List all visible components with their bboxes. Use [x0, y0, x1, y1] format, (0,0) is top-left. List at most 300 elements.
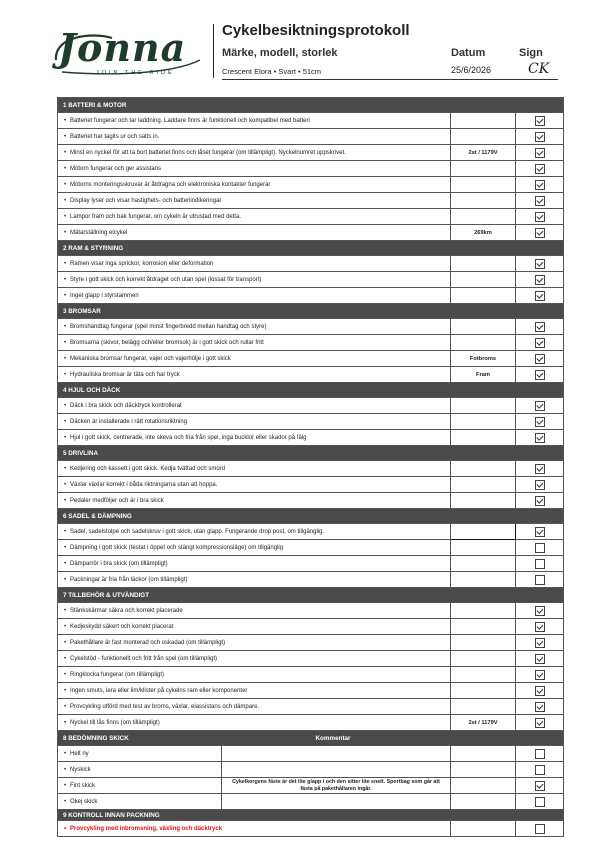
bullet-icon: • [63, 418, 67, 425]
section-title: 8 BEDÖMNING SKICK [63, 734, 129, 742]
item-value[interactable] [451, 288, 516, 304]
comment-text[interactable]: Cykelkorgens fäste är det lite glapp i och den sitter lite snett. Sportbag som går att fästa på pakethållaren ingår. [232, 779, 440, 792]
bullet-icon: • [63, 528, 67, 535]
item-text: Ingen smuts, lera eller lim/klister på cykelns ram eller komponenter [70, 687, 248, 694]
checklist-row [58, 193, 564, 209]
item-value[interactable] [451, 540, 516, 556]
condition-value [451, 746, 516, 762]
section-title: 2 RAM & STYRNING [58, 241, 564, 256]
bullet-icon: • [63, 339, 67, 346]
item-value[interactable] [451, 430, 516, 446]
item-value[interactable] [451, 256, 516, 272]
checkbox[interactable] [535, 496, 545, 506]
check-cell [516, 821, 564, 837]
bullet-icon: • [63, 465, 67, 472]
checkbox[interactable] [535, 212, 545, 222]
checkbox[interactable] [535, 132, 545, 142]
item-cell [58, 603, 451, 619]
item-value[interactable] [451, 603, 516, 619]
item-value[interactable] [451, 683, 516, 699]
checklist-row [58, 524, 564, 540]
check-cell [516, 225, 564, 241]
item-text: Däcken är installerade i rätt rotationsriktning [70, 418, 188, 425]
section-header-row [58, 810, 564, 821]
document-header [0, 0, 595, 92]
item-text: Stänkskärmar säkra och korrekt placerade [70, 607, 183, 614]
bullet-icon: • [63, 576, 67, 583]
bullet-icon: • [63, 276, 67, 283]
item-cell [58, 414, 451, 430]
bullet-icon: • [63, 323, 67, 330]
item-text: Växlar växlar korrekt i båda riktningarna utan att hoppa. [70, 481, 218, 488]
check-cell [516, 256, 564, 272]
section-header-row [58, 588, 564, 603]
item-value[interactable] [451, 699, 516, 715]
item-value[interactable] [451, 272, 516, 288]
checklist-row [58, 603, 564, 619]
checkbox[interactable] [535, 370, 545, 380]
check-cell [516, 461, 564, 477]
condition-value [451, 794, 516, 810]
item-cell [58, 225, 451, 241]
model-label: Märke, modell, storlek [222, 47, 338, 59]
check-cell [516, 619, 564, 635]
checklist-row [58, 256, 564, 272]
section-header-row [58, 731, 564, 746]
item-text: Bromshandtag fungerar (spel minst fingerbredd mellan handtag och styre) [70, 323, 267, 330]
section-header-row [58, 304, 564, 319]
item-cell [58, 129, 451, 145]
check-cell [516, 667, 564, 683]
bullet-icon: • [63, 782, 67, 789]
logo-wordmark: Jonna [58, 25, 187, 70]
item-text: Packningar är fria från läckor (om tillämpligt) [70, 576, 188, 583]
check-cell [516, 351, 564, 367]
bullet-icon: • [63, 798, 67, 805]
item-value[interactable] [451, 619, 516, 635]
item-value[interactable] [451, 177, 516, 193]
item-cell [58, 319, 451, 335]
checklist-row [58, 272, 564, 288]
item-value[interactable] [451, 493, 516, 509]
item-value[interactable] [451, 524, 516, 540]
check-cell [516, 635, 564, 651]
condition-cell [58, 746, 451, 762]
checklist-row [58, 683, 564, 699]
bullet-icon: • [63, 750, 67, 757]
checklist-row [58, 335, 564, 351]
checklist-row [58, 351, 564, 367]
condition-label: Helt ny [70, 750, 89, 757]
section8-header [58, 731, 564, 746]
checkbox[interactable] [535, 480, 545, 490]
item-value[interactable] [451, 651, 516, 667]
item-text: Provcykling med inbromsning, växling och däcktryck [70, 825, 223, 832]
item-value[interactable] [451, 667, 516, 683]
section-title: 7 TILLBEHÖR & UTVÄNDIGT [58, 588, 564, 603]
bullet-icon: • [63, 703, 67, 710]
checkbox[interactable] [535, 654, 545, 664]
checklist-row [58, 288, 564, 304]
section-header-row [58, 98, 564, 113]
item-text: Kedjeskydd säkert och korrekt placerat [70, 623, 174, 630]
item-cell [58, 351, 451, 367]
bullet-icon: • [63, 655, 67, 662]
checklist-row [58, 209, 564, 225]
bullet-icon: • [63, 117, 67, 124]
item-cell [58, 209, 451, 225]
check-cell [516, 430, 564, 446]
item-cell [58, 477, 451, 493]
item-value[interactable] [451, 477, 516, 493]
item-value[interactable] [451, 113, 516, 129]
item-text: Pakethållare är fast monterad och oskadad (om tillämpligt) [70, 639, 226, 646]
item-cell [58, 161, 451, 177]
item-text: Ringklocka fungerar (om tillämpligt) [70, 671, 165, 678]
check-cell [516, 177, 564, 193]
bullet-icon: • [63, 371, 67, 378]
item-value[interactable]: 2st / 1179V [451, 715, 516, 731]
bullet-icon: • [63, 181, 67, 188]
condition-row [58, 778, 564, 794]
page-title: Cykelbesiktningsprotokoll [222, 22, 410, 39]
checkbox[interactable] [535, 765, 545, 775]
checkbox[interactable] [535, 148, 545, 158]
checkbox[interactable] [535, 702, 545, 712]
checklist-row [58, 319, 564, 335]
check-cell [516, 715, 564, 731]
check-cell [516, 129, 564, 145]
item-text: Sadel, sadelstolpe och sadelskruv i gott skick, utan glapp. Fungerande drop post, om tillgänglig. [70, 528, 325, 535]
item-cell [58, 288, 451, 304]
condition-label: Nyskick [70, 766, 91, 773]
item-cell [58, 524, 451, 540]
item-text: Inget glapp i styrstammen [70, 292, 139, 299]
bullet-icon: • [63, 607, 67, 614]
item-text: Motorns monteringsskruvar är åtdragna och elektroniska kontakter fungerar [70, 181, 271, 188]
item-value[interactable]: Fram [451, 367, 516, 383]
check-cell [516, 477, 564, 493]
item-text: Batteriet fungerar och tar laddning. Laddare finns är funktionell och kompatibel med batteri [70, 117, 310, 124]
bullet-icon: • [63, 623, 67, 630]
item-cell [58, 556, 451, 572]
check-cell [516, 556, 564, 572]
item-text: Hydrauliska bromsar är täta och har tryck [70, 371, 180, 378]
bullet-icon: • [63, 434, 67, 441]
item-text: Kedjering och kassett i gott skick. Kedja tvättad och smord [70, 465, 226, 472]
checklist-row [58, 113, 564, 129]
bullet-icon: • [63, 133, 67, 140]
check-cell [516, 209, 564, 225]
checkbox[interactable] [535, 749, 545, 759]
item-value[interactable]: 2st / 1179V [451, 145, 516, 161]
item-text: Motorn fungerar och ger assistans [70, 165, 162, 172]
checkbox[interactable] [535, 718, 545, 728]
sign-label: Sign [519, 47, 543, 59]
date-label: Datum [451, 47, 486, 59]
checkbox[interactable] [535, 559, 545, 569]
condition-row [58, 794, 564, 810]
item-text: Minst en nyckel för att ta bort batteriet finns och låset fungerar (om tillämpligt). Nyckelnumret uppskrivet. [70, 149, 346, 156]
item-text: Lampor fram och bak fungerar, om cykeln är utrustad med detta. [70, 213, 242, 220]
checkbox[interactable] [535, 291, 545, 301]
item-value[interactable] [451, 635, 516, 651]
check-cell [516, 335, 564, 351]
checkbox[interactable] [535, 575, 545, 585]
item-cell [58, 113, 451, 129]
checkbox[interactable] [535, 464, 545, 474]
section-title: 4 HJUL OCH DÄCK [58, 383, 564, 398]
item-value[interactable] [451, 129, 516, 145]
signature: CK [528, 61, 550, 77]
bullet-icon: • [63, 544, 67, 551]
bullet-icon: • [63, 766, 67, 773]
checkbox[interactable] [535, 622, 545, 632]
checkbox[interactable] [535, 797, 545, 807]
checkbox[interactable] [535, 781, 545, 791]
bullet-icon: • [63, 639, 67, 646]
check-cell [516, 272, 564, 288]
item-cell [58, 821, 451, 837]
item-value[interactable] [451, 319, 516, 335]
check-cell [516, 540, 564, 556]
item-cell [58, 667, 451, 683]
checkbox[interactable] [535, 824, 545, 834]
bullet-icon: • [63, 719, 67, 726]
item-cell [58, 715, 451, 731]
item-cell [58, 461, 451, 477]
comment-header: Kommentar [315, 734, 351, 742]
checkbox[interactable] [535, 259, 545, 269]
condition-label: Okej skick [70, 798, 98, 805]
bullet-icon: • [63, 497, 67, 504]
section-title: 3 BROMSAR [58, 304, 564, 319]
item-value[interactable] [451, 193, 516, 209]
checklist-row [58, 177, 564, 193]
condition-label: Fint skick [70, 782, 96, 789]
checkbox[interactable] [535, 354, 545, 364]
item-text: Cykelstöd - funktionellt och fritt från spel (om tillämpligt) [70, 655, 218, 662]
item-value[interactable] [451, 209, 516, 225]
item-text: Batteriet har tagits ur och satts in. [70, 133, 160, 140]
check-cell [516, 746, 564, 762]
item-value[interactable]: Fotbroms [451, 351, 516, 367]
checkbox[interactable] [535, 338, 545, 348]
check-cell [516, 699, 564, 715]
checklist-row [58, 699, 564, 715]
condition-row [58, 762, 564, 778]
checkbox[interactable] [535, 417, 545, 427]
checklist-row [58, 556, 564, 572]
item-text: Display lyser och visar hastighets- och batteriindikeringar [70, 197, 222, 204]
item-value[interactable] [451, 414, 516, 430]
checkbox[interactable] [535, 527, 545, 537]
checkbox[interactable] [535, 606, 545, 616]
check-cell [516, 161, 564, 177]
section-title: 5 DRIVLINA [58, 446, 564, 461]
checkbox[interactable] [535, 670, 545, 680]
item-value[interactable] [451, 461, 516, 477]
item-cell [58, 699, 451, 715]
check-cell [516, 319, 564, 335]
item-cell [58, 540, 451, 556]
check-cell [516, 145, 564, 161]
item-value[interactable] [451, 335, 516, 351]
bullet-icon: • [63, 292, 67, 299]
item-text: Hjul i gott skick, centrerade, inte skeva och fria från spel, inga bucklor eller skador på fälg [70, 434, 307, 441]
item-cell [58, 683, 451, 699]
section-header-row [58, 241, 564, 256]
checklist-row [58, 145, 564, 161]
check-cell [516, 493, 564, 509]
check-cell [516, 414, 564, 430]
bullet-icon: • [63, 481, 67, 488]
checklist-row [58, 635, 564, 651]
checkbox[interactable] [535, 401, 545, 411]
section-header-row [58, 383, 564, 398]
item-cell [58, 177, 451, 193]
header-underline [222, 79, 558, 80]
check-cell [516, 683, 564, 699]
checklist-row [58, 540, 564, 556]
condition-cell [58, 778, 451, 794]
checklist-row [58, 129, 564, 145]
checklist-row [58, 619, 564, 635]
bullet-icon: • [63, 402, 67, 409]
bullet-icon: • [63, 671, 67, 678]
checkbox[interactable] [535, 116, 545, 126]
checklist-row [58, 651, 564, 667]
item-cell [58, 256, 451, 272]
checkbox[interactable] [535, 433, 545, 443]
item-cell [58, 367, 451, 383]
checklist-table [57, 97, 564, 837]
check-cell [516, 603, 564, 619]
condition-value [451, 778, 516, 794]
check-cell [516, 398, 564, 414]
checkbox[interactable] [535, 275, 545, 285]
section-header-row [58, 509, 564, 524]
item-text: Däck i bra skick och däcktryck kontrollerat [70, 402, 182, 409]
check-cell [516, 572, 564, 588]
checkbox[interactable] [535, 322, 545, 332]
checklist-row [58, 715, 564, 731]
item-cell [58, 145, 451, 161]
item-cell [58, 335, 451, 351]
check-cell [516, 651, 564, 667]
item-value[interactable] [451, 821, 516, 837]
checklist-row [58, 414, 564, 430]
bullet-icon: • [63, 260, 67, 267]
checklist-row [58, 225, 564, 241]
logo-tagline: JOIN THE RIDE [96, 70, 175, 76]
bullet-icon: • [63, 213, 67, 220]
checklist-row [58, 461, 564, 477]
checkbox[interactable] [535, 228, 545, 238]
item-text: Styre i gott skick och korrekt åtdraget och utan spel (lossat för transport) [70, 276, 262, 283]
section-title: 6 SADEL & DÄMPNING [58, 509, 564, 524]
model-value: Crescent Elora • Svart • 51cm [222, 67, 322, 76]
item-text: Ramen visar inga sprickor, korrosion eller deformation [70, 260, 214, 267]
item-cell [58, 398, 451, 414]
item-value[interactable] [451, 161, 516, 177]
checklist-row [58, 667, 564, 683]
checklist-row [58, 161, 564, 177]
bullet-icon: • [63, 197, 67, 204]
checklist-row [58, 493, 564, 509]
item-cell [58, 430, 451, 446]
condition-row [58, 746, 564, 762]
check-cell [516, 288, 564, 304]
item-cell [58, 193, 451, 209]
item-text: Nyckel till lås finns (om tillämpligt) [70, 719, 160, 726]
checklist-row [58, 572, 564, 588]
date-value: 25/6/2026 [451, 65, 492, 75]
item-value[interactable] [451, 572, 516, 588]
item-text: Dämparrör i bra skick (om tillämpligt) [70, 560, 168, 567]
bullet-icon: • [63, 149, 67, 156]
bullet-icon: • [63, 355, 67, 362]
section-title: 1 BATTERI & MOTOR [58, 98, 564, 113]
item-cell [58, 619, 451, 635]
checklist-row [58, 477, 564, 493]
condition-value [451, 762, 516, 778]
check-cell [516, 778, 564, 794]
checkbox[interactable] [535, 196, 545, 206]
item-text: Mekaniska bromsar fungerar, vajer och vajerhölje i gott skick [70, 355, 231, 362]
item-value[interactable] [451, 398, 516, 414]
check-cell [516, 113, 564, 129]
check-cell [516, 762, 564, 778]
checklist-row [58, 398, 564, 414]
checklist-row [58, 367, 564, 383]
check-cell [516, 367, 564, 383]
item-cell [58, 493, 451, 509]
bullet-icon: • [63, 687, 67, 694]
item-text: Bromsarna (skivor, belägg och/eller bromsok) är i gott skick och rullar fritt [70, 339, 264, 346]
section-header-row [58, 446, 564, 461]
checklist-row [58, 430, 564, 446]
checkbox[interactable] [535, 180, 545, 190]
condition-cell [58, 762, 451, 778]
item-text: Dämpning i gott skick (testat i öppet och stängt kompressionsläge) om tillgänglig [70, 544, 284, 551]
item-value[interactable]: 269km [451, 225, 516, 241]
check-cell [516, 524, 564, 540]
checklist-row [58, 821, 564, 837]
header-divider [213, 24, 214, 78]
item-text: Mätarställning elcykel [70, 229, 128, 236]
item-cell [58, 272, 451, 288]
checkbox[interactable] [535, 638, 545, 648]
item-text: Provcykling utförd med test av broms, växlar, elassistans och dämpare. [70, 703, 260, 710]
checkbox[interactable] [535, 164, 545, 174]
checkbox[interactable] [535, 686, 545, 696]
checkbox[interactable] [535, 543, 545, 553]
jonna-logo [52, 26, 200, 76]
bullet-icon: • [63, 560, 67, 567]
item-cell [58, 635, 451, 651]
item-text: Pedaler medföljer och är i bra skick [70, 497, 164, 504]
item-value[interactable] [451, 556, 516, 572]
bullet-icon: • [63, 825, 67, 832]
bullet-icon: • [63, 165, 67, 172]
check-cell [516, 794, 564, 810]
item-cell [58, 651, 451, 667]
section-title: 9 KONTROLL INNAN PACKNING [58, 810, 564, 821]
check-cell [516, 193, 564, 209]
bullet-icon: • [63, 229, 67, 236]
item-cell [58, 572, 451, 588]
